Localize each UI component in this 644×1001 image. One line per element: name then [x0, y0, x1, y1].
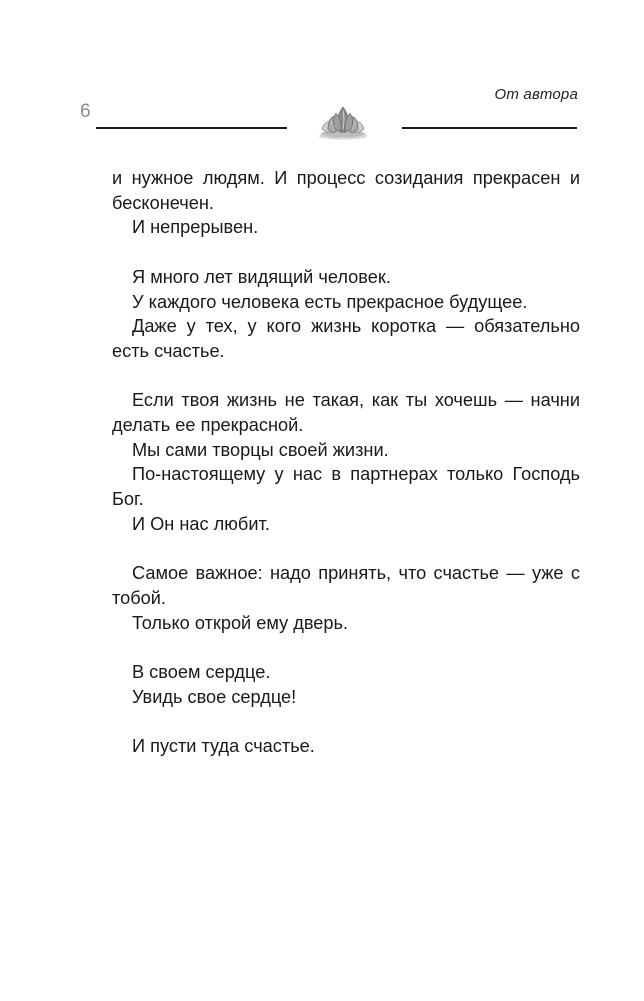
paragraph: И пусти туда счастье. [132, 736, 315, 757]
paragraph: Увидь свое сердце! [132, 686, 297, 707]
paragraph: Если твоя жизнь не такая, как ты хочешь — начни делать ее прекрасной. [112, 390, 580, 435]
paragraph: Я много лет видящий человек. [132, 266, 391, 287]
paragraph: Только открой ему дверь. [132, 612, 349, 633]
paragraph: Даже у тех, у кого жизнь коротка — обязательно есть счастье. [112, 316, 580, 361]
page-number: 6 [80, 101, 91, 122]
paragraph: В своем сердце. [132, 662, 271, 682]
paragraph: И непрерывен. [132, 217, 259, 238]
paragraph: Самое важное: надо принять, что счастье — уже с тобой. [112, 563, 580, 608]
paragraph: По-настоящему у нас в партнерах только Господь Бог. [112, 464, 580, 510]
body-text [112, 166, 580, 759]
paragraph: и нужное людям. И процесс созидания прекрасен и бесконечен. [112, 168, 580, 213]
paragraph: Мы сами творцы своей жизни. [132, 439, 389, 460]
paragraph: У каждого человека есть прекрасное будущее. [132, 291, 528, 312]
paragraph: И Он нас любит. [132, 513, 270, 534]
running-head-title: От автора [494, 86, 578, 103]
header-rule-right [402, 127, 577, 129]
header-rule-left [96, 127, 287, 129]
lotus-icon [314, 103, 372, 143]
